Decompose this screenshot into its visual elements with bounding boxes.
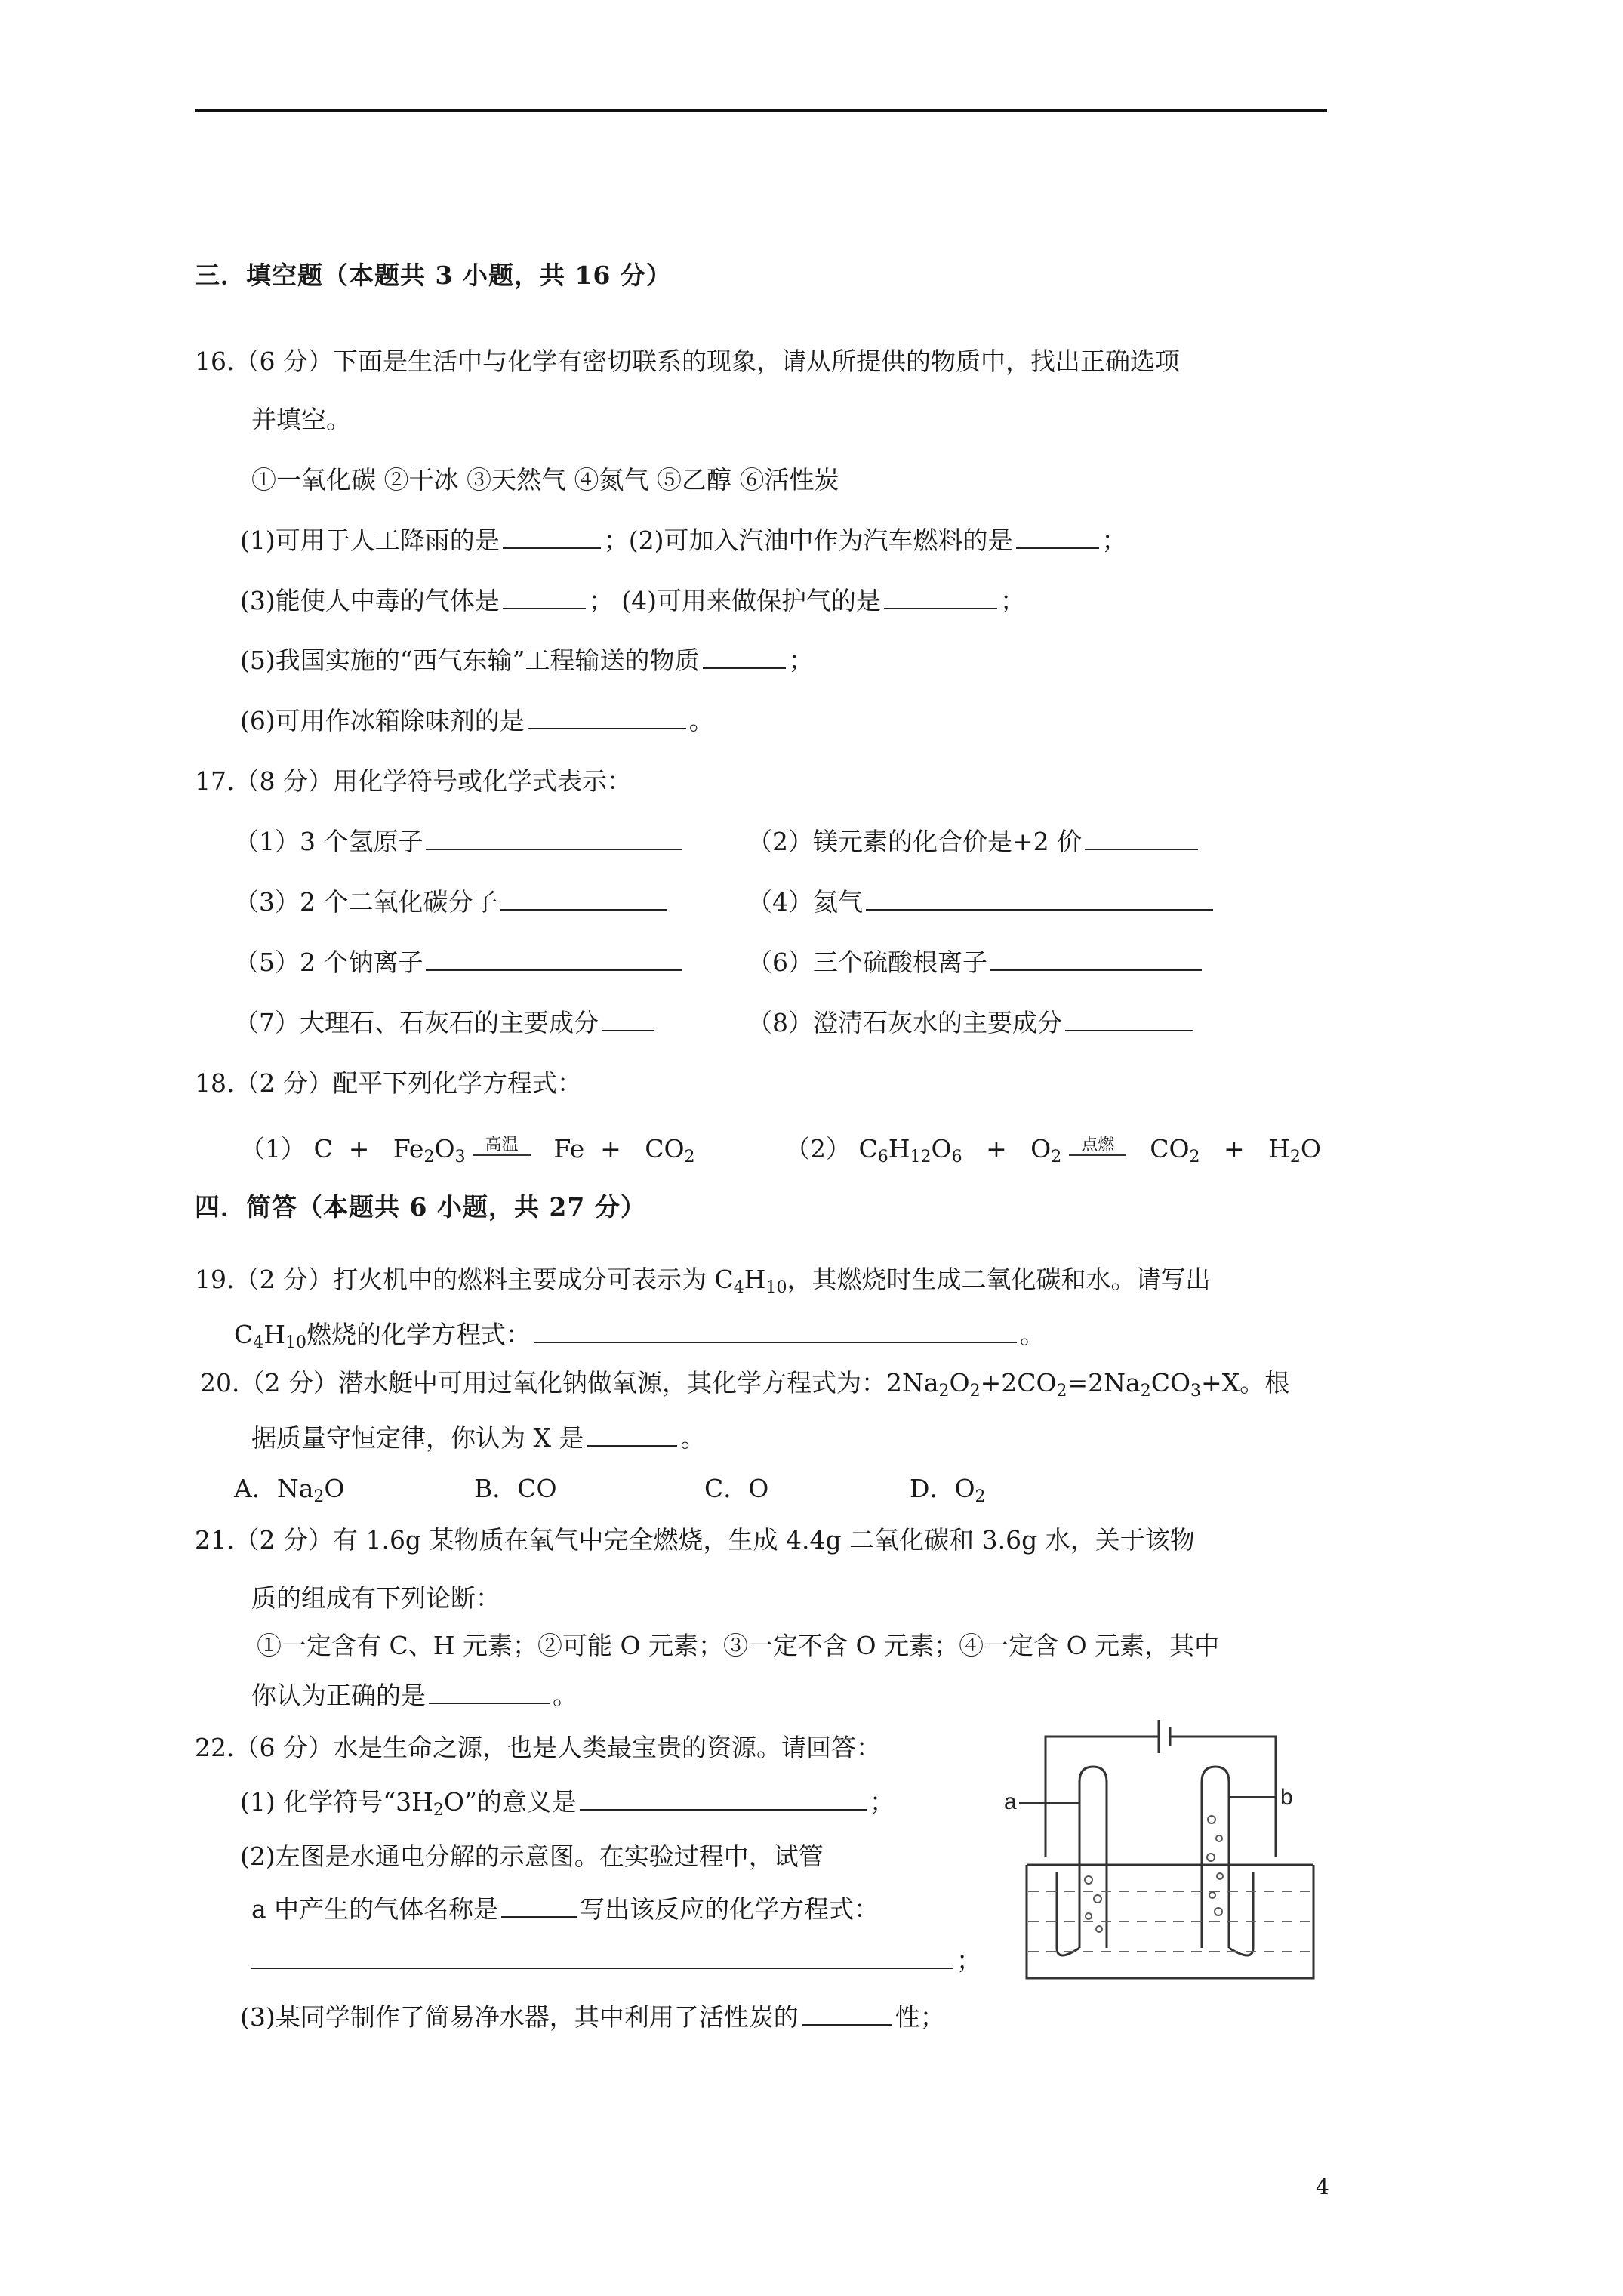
q22-part-2b: a 中产生的气体名称是 写出该反应的化学方程式：	[251, 1894, 879, 1924]
answer-blank[interactable]	[866, 886, 1213, 911]
answer-blank[interactable]	[500, 886, 667, 911]
header-rule	[195, 109, 1327, 112]
q16-stem: 16.（6 分）下面是生活中与化学有密切联系的现象，请从所提供的物质中，找出正确选项	[195, 347, 1180, 376]
q17-stem: 17.（8 分）用化学符号或化学式表示：	[195, 766, 632, 796]
page-number: 4	[1316, 2174, 1329, 2199]
q20-line-2: 据质量守恒定律，你认为 X 是 。	[251, 1423, 706, 1453]
condition-high-temp: 高温	[473, 1151, 531, 1157]
q22-stem: 22.（6 分）水是生命之源，也是人类最宝贵的资源。请回答：	[195, 1733, 881, 1762]
answer-blank[interactable]	[703, 645, 786, 669]
q16-part-5: (5)我国实施的“西气东输”工程输送的物质 ；	[240, 646, 814, 675]
q17-item-6: （6）三个硫酸根离子	[747, 946, 1205, 979]
q21-stem-2: 质的组成有下列论断：	[251, 1583, 500, 1613]
q19-stem: 19.（2 分）打火机中的燃料主要成分可表示为 $C_4H_{10}$，其燃烧时生成二氧化碳和水。请写出	[195, 1265, 1211, 1297]
answer-blank[interactable]	[534, 1319, 1017, 1343]
q18-equation-1: （1） $C + Fe_2O_3$ 高温 $Fe + CO_2$	[240, 1134, 695, 1166]
answer-blank[interactable]	[602, 1007, 654, 1031]
section-3-heading: 三．填空题（本题共 3 小题，共 16 分）	[195, 260, 672, 290]
wire-left	[1046, 1737, 1159, 1857]
answer-blank[interactable]	[990, 947, 1202, 971]
q21-line-4: 你认为正确的是 。	[251, 1681, 577, 1710]
q17-item-1: （1）3 个氢原子	[234, 825, 685, 858]
q20-option-a[interactable]: A．$Na_2O$	[234, 1474, 345, 1506]
answer-blank[interactable]	[1065, 1007, 1193, 1031]
q17-item-3: （3）2 个二氧化碳分子	[234, 886, 670, 919]
q19-line-2: $C_4H_{10}$燃烧的化学方程式： 。	[234, 1320, 1046, 1352]
q16-part-1: (1)可用于人工降雨的是 ；(2)可加入汽油中作为汽车燃料的是 ；	[240, 525, 1127, 555]
q22-part-1: (1) 化学符号“$3H_2O$”的意义是 ；	[240, 1787, 895, 1820]
label-a: a	[1004, 1789, 1017, 1814]
q20-option-d[interactable]: D．$O_2$	[910, 1474, 986, 1506]
q22-equation-line: ；	[251, 1944, 981, 1977]
q20-option-b[interactable]: B．CO	[474, 1474, 557, 1503]
q22-part-2: (2)左图是水通电分解的示意图。在实验过程中，试管	[240, 1841, 824, 1871]
section-4-heading: 四．简答（本题共 6 小题，共 27 分）	[195, 1192, 646, 1222]
answer-blank[interactable]	[587, 1422, 677, 1447]
answer-blank[interactable]	[1085, 826, 1198, 850]
q18-stem: 18.（2 分）配平下列化学方程式：	[195, 1068, 582, 1098]
q18-equation-2: （2） $C_6H_{12}O_6 + O_2$ 点燃 $CO_2 + H_2O$	[785, 1134, 1321, 1166]
condition-ignite: 点燃	[1069, 1151, 1126, 1157]
electrolysis-apparatus-diagram	[1004, 1714, 1329, 1986]
q20-stem: 20.（2 分）潜水艇中可用过氧化钠做氧源，其化学方程式为：$2Na_2O_2+2CO_2=2Na_2CO_3+X$。根	[200, 1368, 1290, 1401]
q17-item-4: （4）氦气	[747, 886, 1216, 919]
answer-blank[interactable]	[426, 947, 682, 971]
answer-blank[interactable]	[503, 585, 586, 609]
q17-item-2: （2）镁元素的化合价是+2 价	[747, 825, 1201, 858]
answer-blank[interactable]	[528, 705, 686, 729]
label-b: b	[1280, 1785, 1293, 1810]
answer-blank[interactable]	[503, 525, 601, 549]
answer-blank[interactable]	[580, 1786, 867, 1811]
q17-item-8: （8）澄清石灰水的主要成分	[747, 1006, 1196, 1040]
q17-item-7: （7）大理石、石灰石的主要成分	[234, 1006, 658, 1040]
answer-blank[interactable]	[1016, 525, 1099, 549]
q16-options: ①一氧化碳 ②干冰 ③天然气 ④氮气 ⑤乙醇 ⑥活性炭	[251, 465, 839, 495]
answer-blank[interactable]	[501, 1894, 577, 1918]
answer-blank[interactable]	[429, 1680, 550, 1704]
answer-blank[interactable]	[251, 1945, 953, 1969]
q16-part-3: (3)能使人中毒的气体是 ； (4)可用来做保护气的是 ；	[240, 586, 1025, 615]
answer-blank[interactable]	[802, 2002, 892, 2026]
answer-blank[interactable]	[426, 826, 682, 850]
q16-part-6: (6)可用作冰箱除味剂的是 。	[240, 706, 714, 735]
q22-part-3: (3)某同学制作了简易净水器，其中利用了活性炭的 性；	[240, 2002, 945, 2032]
q21-options: ①一定含有 C、H 元素；②可能 O 元素；③一定不含 O 元素；④一定含 O 元素，其中	[257, 1631, 1220, 1660]
q17-item-5: （5）2 个钠离子	[234, 946, 685, 979]
q20-option-c[interactable]: C．O	[704, 1474, 769, 1503]
answer-blank[interactable]	[884, 585, 997, 609]
q16-stem-2: 并填空。	[251, 405, 351, 434]
q21-stem: 21.（2 分）有 1.6g 某物质在氧气中完全燃烧，生成 4.4g 二氧化碳和 3.6g 水，关于该物	[195, 1525, 1195, 1555]
